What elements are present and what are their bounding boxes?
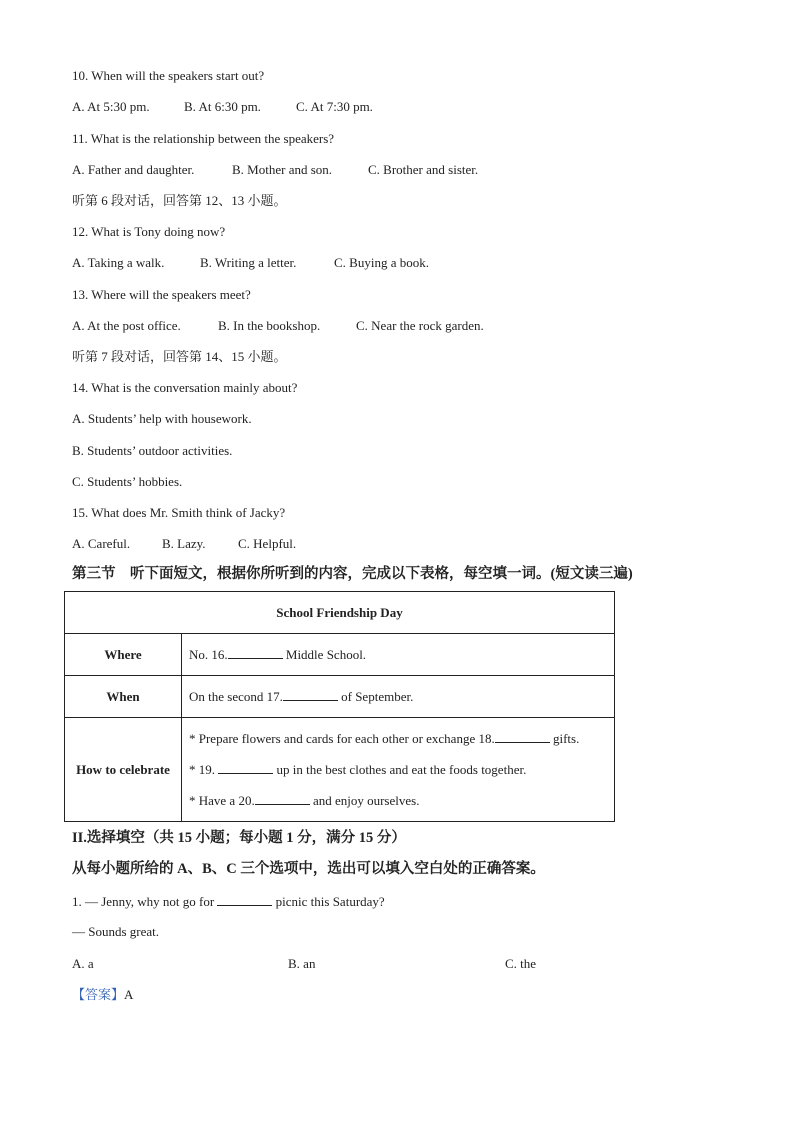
option-c: C. Near the rock garden. bbox=[356, 318, 484, 333]
question-15: 15. What does Mr. Smith think of Jacky? bbox=[72, 505, 286, 520]
when-text-pre: On the second 17. bbox=[189, 689, 283, 704]
answer-line bbox=[72, 987, 133, 1003]
question-1 bbox=[72, 893, 385, 910]
part-2-instruction: 从每小题所给的 A、B、C 三个选项中，选出可以填入空白处的正确答案。 bbox=[72, 861, 545, 877]
part-2-title: II.选择填空（共 15 小题；每小题 1 分，满分 15 分） bbox=[72, 830, 406, 846]
table-row bbox=[65, 676, 615, 718]
answer-tag: 【答案】 bbox=[72, 987, 125, 1002]
table-title: School Friendship Day bbox=[65, 592, 615, 634]
how-text-pre: * Prepare flowers and cards for each other or exchange 18. bbox=[189, 731, 495, 746]
option-c: C. the bbox=[505, 956, 537, 971]
table-row bbox=[65, 592, 615, 634]
options-15 bbox=[72, 536, 296, 552]
how-label: How to celebrate bbox=[65, 718, 182, 822]
how-item-1 bbox=[189, 723, 607, 754]
option-c: C. Buying a book. bbox=[334, 255, 429, 270]
friendship-day-table bbox=[64, 591, 615, 822]
options-13 bbox=[72, 318, 484, 334]
section-3-heading: 第三节 听下面短文，根据你所听到的内容，完成以下表格，每空填一词。(短文读三遍) bbox=[72, 566, 633, 582]
how-cell bbox=[182, 718, 615, 822]
option-c: C. Helpful. bbox=[238, 536, 297, 551]
blank-16 bbox=[228, 646, 283, 659]
option-b: B. In the bookshop. bbox=[218, 318, 321, 333]
how-text-post: gifts. bbox=[549, 731, 580, 746]
option-b: B. Mother and son. bbox=[232, 162, 333, 177]
option-b: B. At 6:30 pm. bbox=[184, 99, 261, 114]
blank-17 bbox=[283, 688, 338, 701]
options-12 bbox=[72, 255, 429, 271]
option-a: A. Students’ help with housework. bbox=[72, 411, 252, 426]
question-1-post: picnic this Saturday? bbox=[272, 894, 385, 909]
how-text-pre: * Have a 20. bbox=[189, 793, 255, 808]
instruction-dialogue-7: 听第 7 段对话，回答第 14、15 小题。 bbox=[72, 349, 287, 364]
options-11 bbox=[72, 162, 478, 178]
option-b: B. Lazy. bbox=[162, 536, 206, 551]
option-b: B. Writing a letter. bbox=[200, 255, 297, 270]
option-b: B. Students’ outdoor activities. bbox=[72, 443, 233, 458]
where-text-post: Middle School. bbox=[282, 647, 367, 662]
option-c: C. Students’ hobbies. bbox=[72, 474, 183, 489]
options-10 bbox=[72, 99, 373, 115]
blank-18 bbox=[495, 730, 550, 743]
answer-value: A bbox=[124, 987, 134, 1002]
how-item-3 bbox=[189, 785, 607, 816]
question-12: 12. What is Tony doing now? bbox=[72, 224, 226, 239]
option-a: A. Taking a walk. bbox=[72, 255, 165, 270]
where-cell bbox=[182, 634, 615, 676]
option-a: A. a bbox=[72, 956, 94, 971]
table-row bbox=[65, 634, 615, 676]
when-text-post: of September. bbox=[337, 689, 414, 704]
option-c: C. At 7:30 pm. bbox=[296, 99, 373, 114]
when-cell bbox=[182, 676, 615, 718]
instruction-dialogue-6: 听第 6 段对话，回答第 12、13 小题。 bbox=[72, 193, 287, 208]
how-text-post: and enjoy ourselves. bbox=[309, 793, 420, 808]
question-1-reply: — Sounds great. bbox=[72, 924, 160, 939]
where-label: Where bbox=[65, 634, 182, 676]
question-10: 10. When will the speakers start out? bbox=[72, 68, 265, 83]
option-a: A. Father and daughter. bbox=[72, 162, 195, 177]
option-b: B. an bbox=[288, 956, 316, 971]
how-item-2 bbox=[189, 754, 607, 785]
table-row bbox=[65, 718, 615, 822]
how-text-post: up in the best clothes and eat the foods together. bbox=[273, 762, 527, 777]
how-text-pre: * 19. bbox=[189, 762, 219, 777]
where-text-pre: No. 16. bbox=[189, 647, 228, 662]
question-1-pre: 1. — Jenny, why not go for bbox=[72, 894, 218, 909]
blank-19 bbox=[218, 761, 273, 774]
option-c: C. Brother and sister. bbox=[368, 162, 479, 177]
option-a: A. At the post office. bbox=[72, 318, 181, 333]
question-14: 14. What is the conversation mainly about? bbox=[72, 380, 298, 395]
options-1 bbox=[72, 956, 536, 972]
option-a: A. At 5:30 pm. bbox=[72, 99, 150, 114]
when-label: When bbox=[65, 676, 182, 718]
question-13: 13. Where will the speakers meet? bbox=[72, 287, 251, 302]
blank-20 bbox=[255, 792, 310, 805]
blank-1 bbox=[217, 893, 272, 906]
option-a: A. Careful. bbox=[72, 536, 131, 551]
question-11: 11. What is the relationship between the speakers? bbox=[72, 131, 335, 146]
